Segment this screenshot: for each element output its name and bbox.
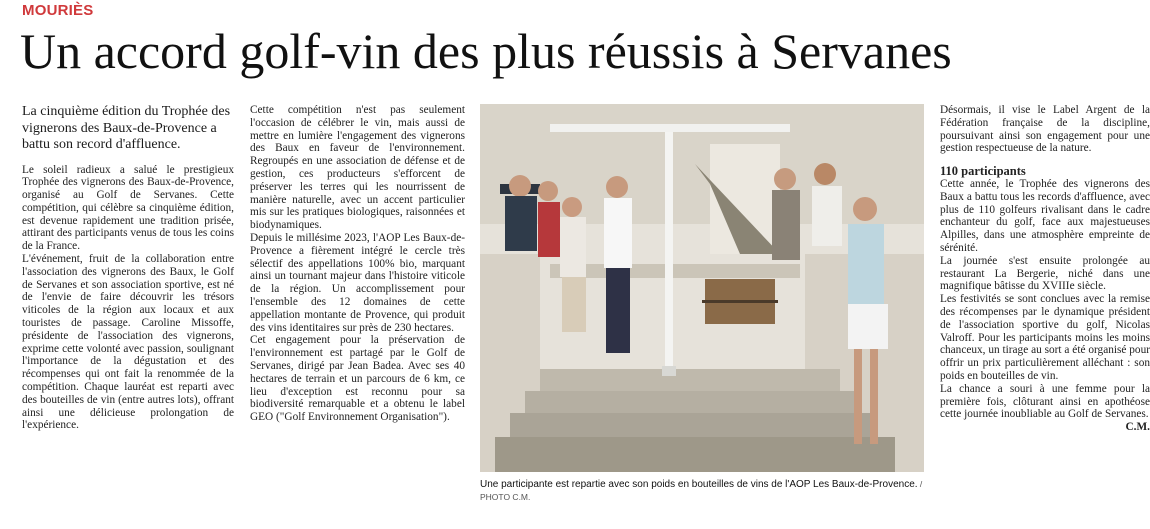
- photo-caption: [480, 478, 924, 504]
- photo-illustration: [480, 104, 924, 472]
- article-column-2: [250, 104, 465, 424]
- paragraph: Désormais, il vise le Label Argent de la Fédération française de la discipline, poursuivant ainsi son engagement pour une gestion respectueuse de la nature.: [940, 104, 1150, 155]
- paragraph: Le soleil radieux a salué le prestigieux Trophée des vignerons des Baux-de-Provence, organisé au Golf de Servanes. Cette compétition, qui célèbre sa cinquième édition, est devenue rapidement une tradition prisée, attirant des participants venus de tous les coins de la France.: [22, 163, 234, 253]
- paragraph: La chance a souri à une femme pour la première fois, clôturant ainsi en apothéose cette journée inoubliable au Golf de Servanes.: [940, 382, 1150, 421]
- paragraph: Cette année, le Trophée des vignerons des Baux a battu tous les records d'affluence, avec plus de 110 golfeurs rivalisant dans le cadre enchanteur du golf, face aux majestueuses Alpilles, dans une atmosphère empreinte de sérénité.: [940, 177, 1150, 254]
- paragraph: Depuis le millésime 2023, l'AOP Les Baux-de-Provence a fièrement intégré le cercle très sélectif des appellations 100% bio, marquant ainsi un tournant majeur dans l'histoire viticole de la région. Un accomplissement pour l'ensemble des 12 domaines de cette appellation montante de Provence, qui produit des vins identitaires sur près de 230 hectares.: [250, 231, 465, 334]
- author-signature: C.M.: [1125, 421, 1150, 434]
- caption-text: Une participante est repartie avec son poids en bouteilles de vins de l'AOP Les Baux-de-Provence.: [480, 479, 918, 490]
- photo-credit: / PHOTO C.M.: [480, 479, 923, 502]
- subheading: 110 participants: [940, 164, 1026, 179]
- paragraph: L'événement, fruit de la collaboration entre l'association des vignerons des Baux, le Golf de Servanes et son association sportive, est né de l'envie de faire découvrir les trésors viticoles de la région aux locaux et aux touristes de passage. Caroline Missoffe, présidente de l'association des vignerons, exprime cette volonté avec passion, soulignant l'importance de la dégustation et des récompenses qui ont fait la renommée de la compétition. Chaque lauréat est reparti avec des bouteilles de vin (entre autres lots), offrant ainsi une délicieuse prolongation de l'expérience.: [22, 253, 234, 432]
- article-column-1: [22, 104, 234, 432]
- paragraph: Cette compétition n'est pas seulement l'occasion de célébrer le vin, mais aussi de mettre en lumière l'engagement des vignerons des Baux en faveur de l'environnement. Regroupés en une association de défense et de gestion, ces producteurs s'efforcent de préserver les terres qui les nourrissent de manière naturelle, avec un accent particulier mis sur les pratiques biologiques, raisonnées et biodynamiques.: [250, 104, 465, 232]
- article-photo: [480, 104, 924, 472]
- paragraph: Les festivités se sont conclues avec la remise des récompenses par le dynamique président de l'association sportive du golf, Nicolas Valroff. Pour les participants moins les moins chanceux, un tirage au sort a été organisé pour offrir un prix particulièrement alléchant : son poids en bouteilles de vin.: [940, 293, 1150, 382]
- paragraph: Cet engagement pour la préservation de l'environnement est partagé par le Golf de Servanes, dirigé par Jean Badea. Avec ses 40 hectares de terrain et un parcours de 6 km, ce lieu d'exception est reconnu pour sa biodiversité remarquable et a obtenu le label GEO ("Golf Environnement Organisation").: [250, 334, 465, 424]
- kicker: MOURIÈS: [22, 2, 94, 19]
- headline: Un accord golf-vin des plus réussis à Servanes: [20, 23, 952, 79]
- article-column-4: [940, 104, 1150, 434]
- chapo: La cinquième édition du Trophée des vignerons des Baux-de-Provence a battu son record d'affluence.: [22, 104, 231, 152]
- paragraph: La journée s'est ensuite prolongée au restaurant La Bergerie, niché dans une magnifique bâtisse du XVIIIe siècle.: [940, 254, 1150, 293]
